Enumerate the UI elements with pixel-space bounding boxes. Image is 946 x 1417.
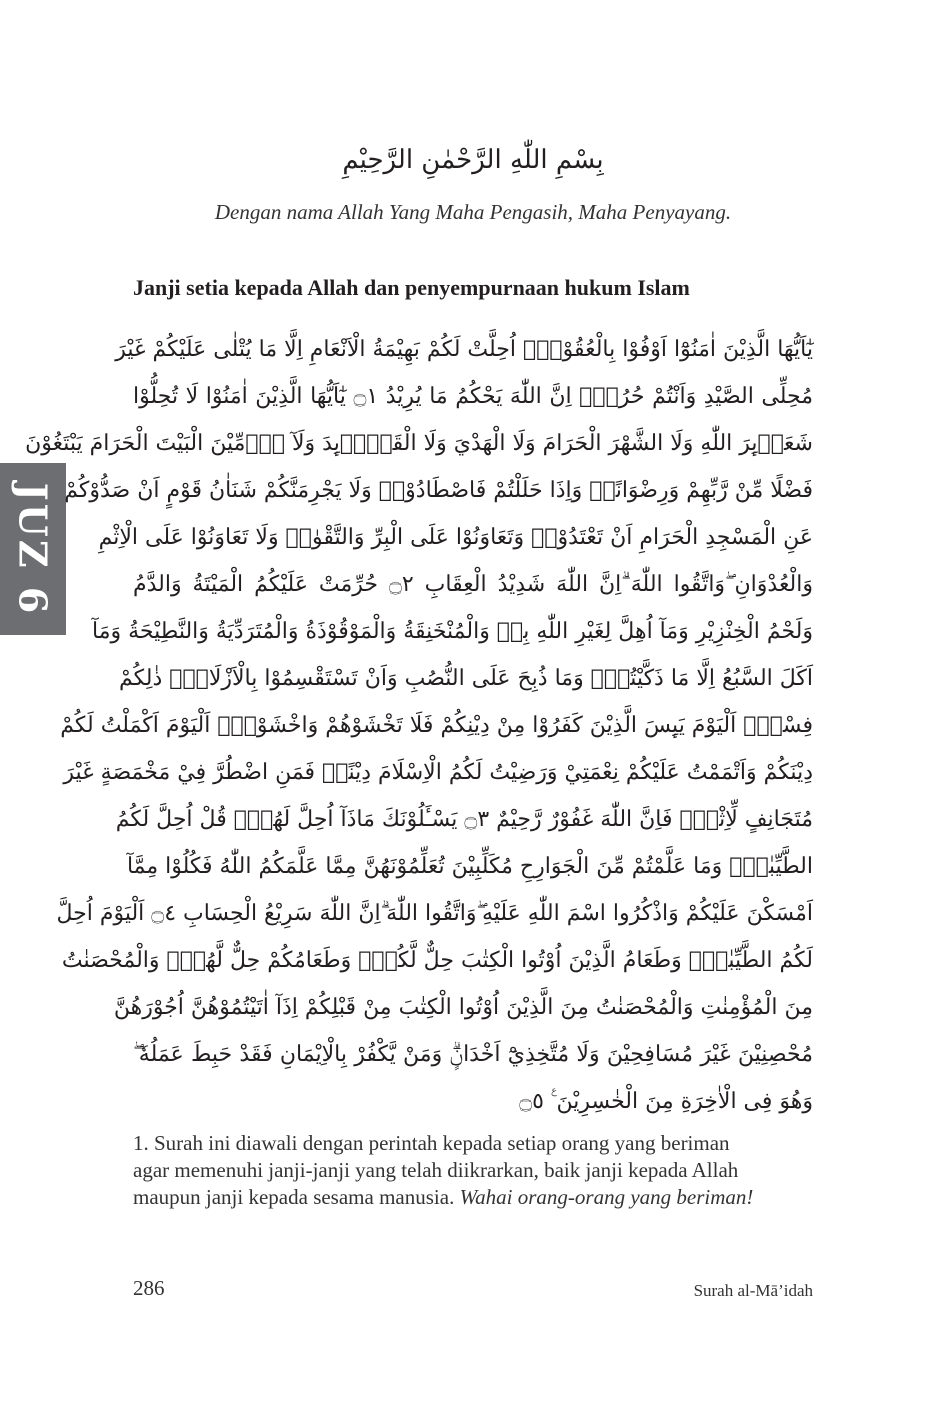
arabic-line: فَضْلًا مِّنْ رَّبِّهِمْ وَرِضْوَانًاۗ وَاِذَا حَلَلْتُمْ فَاصْطَادُوْاۗ وَلَا يَجْرِمَنَّكُمْ شَنَاٰنُ قَوْمٍ اَنْ صَدُّوْكُمْ <box>64 478 813 503</box>
arabic-line: مُحِلِّى الصَّيْدِ وَاَنْتُمْ حُرُمٌۗ اِنَّ اللّٰهَ يَحْكُمُ مَا يُرِيْدُ ۝١ يٰٓاَيُّهَا الَّذِيْنَ اٰمَنُوْا لَا تُحِلُّوْا <box>133 384 813 409</box>
arabic-line: الطَّيِّبٰتُۙ وَمَا عَلَّمْتُمْ مِّنَ الْجَوَارِحِ مُكَلِّبِيْنَ تُعَلِّمُوْنَهُنَّ مِمَّا عَلَّمَكُمُ اللّٰهُ فَكُلُوْا مِمَّآ <box>126 854 813 879</box>
juz-label: JUZ 6 <box>10 482 56 616</box>
basmalah-translation: Dengan nama Allah Yang Maha Pengasih, Maha Penyayang. <box>214 200 732 224</box>
footnote-line <box>133 1184 823 1211</box>
footnote-line: 1. Surah ini diawali dengan perintah kepada setiap orang yang beriman <box>133 1131 730 1155</box>
running-title: Surah al-Mā’idah <box>693 1281 813 1300</box>
footnote <box>133 1130 823 1211</box>
basmalah: بِسْمِ اللّٰهِ الرَّحْمٰنِ الرَّحِيْمِ <box>342 145 604 175</box>
page-number: 286 <box>133 1276 165 1300</box>
section-heading: Janji setia kepada Allah dan penyempurnaan hukum Islam <box>133 275 690 300</box>
arabic-line: يٰٓاَيُّهَا الَّذِيْنَ اٰمَنُوْٓا اَوْفُوْا بِالْعُقُوْدِۗ اُحِلَّتْ لَكُمْ بَهِيْمَةُ الْاَنْعَامِ اِلَّا مَا يُتْلٰى عَلَيْكُمْ غَيْرَ <box>115 337 813 362</box>
footnote-text: maupun janji kepada sesama manusia. <box>133 1185 460 1209</box>
arabic-line: وَهُوَ فِى الْاٰخِرَةِ مِنَ الْخٰسِرِيْنَ ࣖ ۝٥ <box>519 1089 813 1114</box>
arabic-line: اَكَلَ السَّبُعُ اِلَّا مَا ذَكَّيْتُمْۗ وَمَا ذُبِحَ عَلَى النُّصُبِ وَاَنْ تَسْتَقْسِمُوْا بِالْاَزْلَامِۗ ذٰلِكُمْ <box>118 666 813 691</box>
arabic-line: وَلَحْمُ الْخِنْزِيْرِ وَمَآ اُهِلَّ لِغَيْرِ اللّٰهِ بِهٖ وَالْمُنْخَنِقَةُ وَالْمَوْقُوْذَةُ وَالْمُتَرَدِّيَةُ وَالنَّطِيْحَةُ وَمَآ <box>92 619 813 644</box>
arabic-line: مُتَجَانِفٍ لِّاِثْمٍۙ فَاِنَّ اللّٰهَ غَفُوْرٌ رَّحِيْمٌ ۝٣ يَسْـَٔلُوْنَكَ مَاذَآ اُحِلَّ لَهُمْۗ قُلْ اُحِلَّ لَكُمُ <box>115 807 813 832</box>
footnote-quote: Wahai orang-orang yang beriman! <box>459 1185 754 1209</box>
arabic-line: اَمْسَكْنَ عَلَيْكُمْ وَاذْكُرُوا اسْمَ اللّٰهِ عَلَيْهِ ۖوَاتَّقُوا اللّٰهَ ۗاِنَّ اللّٰهَ سَرِيْعُ الْحِسَابِ ۝٤ اَلْيَوْمَ اُحِلَّ <box>56 901 813 926</box>
arabic-line: لَكُمُ الطَّيِّبٰتُۗ وَطَعَامُ الَّذِيْنَ اُوْتُوا الْكِتٰبَ حِلٌّ لَّكُمْۖ وَطَعَامُكُمْ حِلٌّ لَّهُمْۖ وَالْمُحْصَنٰتُ <box>61 948 813 973</box>
arabic-line: عَنِ الْمَسْجِدِ الْحَرَامِ اَنْ تَعْتَدُوْاۘ وَتَعَاوَنُوْا عَلَى الْبِرِّ وَالتَّقْوٰىۖ وَلَا تَعَاوَنُوْا عَلَى الْاِثْمِ <box>98 525 813 550</box>
juz-tab <box>0 463 66 635</box>
footnote-line: agar memenuhi janji-janji yang telah diikrarkan, baik janji kepada Allah <box>133 1158 739 1182</box>
arabic-line: شَعَاۤىِٕرَ اللّٰهِ وَلَا الشَّهْرَ الْحَرَامَ وَلَا الْهَدْيَ وَلَا الْقَلَاۤىِٕدَ وَلَآ اٰۤمِّيْنَ الْبَيْتَ الْحَرَامَ يَبْتَغُوْنَ <box>25 431 813 456</box>
arabic-line: دِيْنَكُمْ وَاَتْمَمْتُ عَلَيْكُمْ نِعْمَتِيْ وَرَضِيْتُ لَكُمُ الْاِسْلَامَ دِيْنًاۗ فَمَنِ اضْطُرَّ فِيْ مَخْمَصَةٍ غَيْرَ <box>63 760 813 785</box>
arabic-line: فِسْقٌۗ اَلْيَوْمَ يَىِٕسَ الَّذِيْنَ كَفَرُوْا مِنْ دِيْنِكُمْ فَلَا تَخْشَوْهُمْ وَاخْشَوْنِۗ اَلْيَوْمَ اَكْمَلْتُ لَكُمْ <box>60 713 813 738</box>
arabic-line: مِنَ الْمُؤْمِنٰتِ وَالْمُحْصَنٰتُ مِنَ الَّذِيْنَ اُوْتُوا الْكِتٰبَ مِنْ قَبْلِكُمْ اِذَآ اٰتَيْتُمُوْهُنَّ اُجُوْرَهُنَّ <box>113 995 813 1020</box>
arabic-line: مُحْصِنِيْنَ غَيْرَ مُسَافِحِيْنَ وَلَا مُتَّخِذِيْٓ اَخْدَانٍۗ وَمَنْ يَّكْفُرْ بِالْاِيْمَانِ فَقَدْ حَبِطَ عَمَلُهٗ ۖ <box>133 1042 813 1067</box>
arabic-line: وَالْعُدْوَانِ ۖوَاتَّقُوا اللّٰهَ ۗاِنَّ اللّٰهَ شَدِيْدُ الْعِقَابِ ۝٢ حُرِّمَتْ عَلَيْكُمُ الْمَيْتَةُ وَالدَّمُ <box>133 572 813 597</box>
